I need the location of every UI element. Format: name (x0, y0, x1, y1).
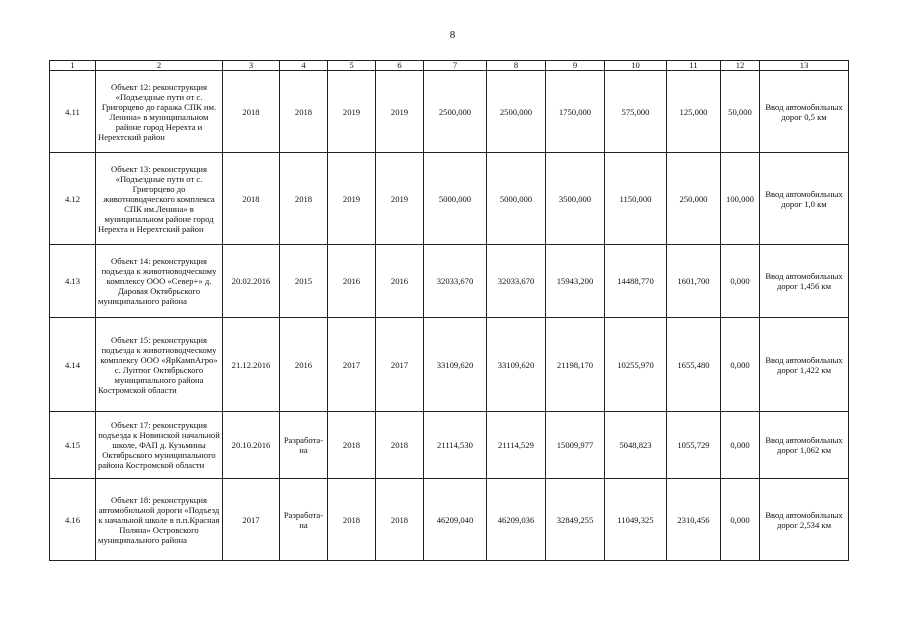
column-header: 8 (487, 61, 546, 71)
cell-col12: 50,000 (721, 71, 760, 153)
result-cell: Ввод автомобильных дорог 1,062 км (760, 412, 849, 479)
cell-col4: 2016 (280, 318, 328, 412)
table-row (50, 412, 849, 479)
object-description: Объект 13: реконструкция «Подъездные пути от с. Григорцево до животноводческого комплекса СПК им.Ленина» в муниципальном районе город Нерехта и Нерехтский район (96, 153, 223, 245)
cell-col12: 0,000 (721, 245, 760, 318)
cell-col10: 14488,770 (605, 245, 667, 318)
column-header: 11 (667, 61, 721, 71)
row-number: 4.12 (50, 153, 96, 245)
column-header: 10 (605, 61, 667, 71)
cell-col7: 46209,040 (424, 479, 487, 561)
cell-col3: 21.12.2016 (223, 318, 280, 412)
cell-col3: 20.02.2016 (223, 245, 280, 318)
cell-col3: 2018 (223, 153, 280, 245)
row-number: 4.11 (50, 71, 96, 153)
result-cell: Ввод автомобильных дорог 1,0 км (760, 153, 849, 245)
cell-col8: 32033,670 (487, 245, 546, 318)
cell-col5: 2016 (328, 245, 376, 318)
cell-col4: 2018 (280, 71, 328, 153)
row-number: 4.14 (50, 318, 96, 412)
object-description: Объект 18: реконструкция автомобильной дороги «Подъезд к начальной школе в п.п.Красная Поляна» Островского муниципального района (96, 479, 223, 561)
cell-col11: 1655,480 (667, 318, 721, 412)
cell-col12: 0,000 (721, 318, 760, 412)
row-number: 4.16 (50, 479, 96, 561)
cell-col8: 21114,529 (487, 412, 546, 479)
cell-col3: 2017 (223, 479, 280, 561)
cell-col7: 32033,670 (424, 245, 487, 318)
cell-col11: 1055,729 (667, 412, 721, 479)
result-cell: Ввод автомобильных дорог 0,5 км (760, 71, 849, 153)
result-cell: Ввод автомобильных дорог 1,422 км (760, 318, 849, 412)
cell-col6: 2017 (376, 318, 424, 412)
cell-col10: 10255,970 (605, 318, 667, 412)
cell-col6: 2018 (376, 479, 424, 561)
cell-col7: 5000,000 (424, 153, 487, 245)
cell-col4: Разработа-на (280, 412, 328, 479)
cell-col12: 100,000 (721, 153, 760, 245)
cell-col12: 0,000 (721, 479, 760, 561)
column-header: 7 (424, 61, 487, 71)
cell-col4: 2018 (280, 153, 328, 245)
table-row (50, 153, 849, 245)
cell-col4: 2015 (280, 245, 328, 318)
cell-col6: 2018 (376, 412, 424, 479)
table-row (50, 479, 849, 561)
cell-col9: 21198,170 (546, 318, 605, 412)
cell-col6: 2019 (376, 71, 424, 153)
cell-col9: 15009,977 (546, 412, 605, 479)
column-header: 9 (546, 61, 605, 71)
cell-col5: 2019 (328, 153, 376, 245)
result-cell: Ввод автомобильных дорог 2,534 км (760, 479, 849, 561)
object-description: Объект 15: реконструкция подъезда к животноводческому комплексу ООО «ЯрКампАгро» с. Луптюг Октябрьского муниципального района Костромской области (96, 318, 223, 412)
cell-col5: 2017 (328, 318, 376, 412)
table-row (50, 245, 849, 318)
cell-col5: 2019 (328, 71, 376, 153)
cell-col11: 250,000 (667, 153, 721, 245)
cell-col12: 0,000 (721, 412, 760, 479)
cell-col9: 1750,000 (546, 71, 605, 153)
cell-col11: 1601,700 (667, 245, 721, 318)
column-header: 6 (376, 61, 424, 71)
table-row (50, 71, 849, 153)
column-header: 5 (328, 61, 376, 71)
cell-col8: 46209,036 (487, 479, 546, 561)
cell-col5: 2018 (328, 412, 376, 479)
column-header: 4 (280, 61, 328, 71)
cell-col3: 20.10.2016 (223, 412, 280, 479)
cell-col9: 32849,255 (546, 479, 605, 561)
cell-col8: 5000,000 (487, 153, 546, 245)
cell-col10: 575,000 (605, 71, 667, 153)
object-description: Объект 12: реконструкция «Подъездные пути от с. Григорцево до гаража СПК им. Ленина» в муниципальном районе город Нерехта и Нерехтский район (96, 71, 223, 153)
column-header: 2 (96, 61, 223, 71)
cell-col3: 2018 (223, 71, 280, 153)
cell-col6: 2019 (376, 153, 424, 245)
cell-col9: 15943,200 (546, 245, 605, 318)
row-number: 4.13 (50, 245, 96, 318)
cell-col10: 11049,325 (605, 479, 667, 561)
cell-col8: 33109,620 (487, 318, 546, 412)
column-header: 3 (223, 61, 280, 71)
result-cell: Ввод автомобильных дорог 1,456 км (760, 245, 849, 318)
cell-col6: 2016 (376, 245, 424, 318)
object-description: Объект 14: реконструкция подъезда к животноводческому комплексу ООО «Север+» д. Даровая Октябрьского муниципального района (96, 245, 223, 318)
column-header: 1 (50, 61, 96, 71)
cell-col11: 2310,456 (667, 479, 721, 561)
cell-col4: Разработа-на (280, 479, 328, 561)
page-number: 8 (449, 29, 456, 41)
cell-col7: 2500,000 (424, 71, 487, 153)
row-number: 4.15 (50, 412, 96, 479)
cell-col10: 1150,000 (605, 153, 667, 245)
cell-col5: 2018 (328, 479, 376, 561)
cell-col9: 3500,000 (546, 153, 605, 245)
cell-col7: 21114,530 (424, 412, 487, 479)
object-description: Объект 17: реконструкция подъезда к Новинской начальной школе, ФАП д. Кузьмины Октябрьского муниципального района Костромской области (96, 412, 223, 479)
cell-col11: 125,000 (667, 71, 721, 153)
program-table (49, 60, 849, 561)
table-row (50, 318, 849, 412)
cell-col8: 2500,000 (487, 71, 546, 153)
column-header: 12 (721, 61, 760, 71)
table-header-row (50, 61, 849, 71)
cell-col10: 5048,823 (605, 412, 667, 479)
column-header: 13 (760, 61, 849, 71)
cell-col7: 33109,620 (424, 318, 487, 412)
